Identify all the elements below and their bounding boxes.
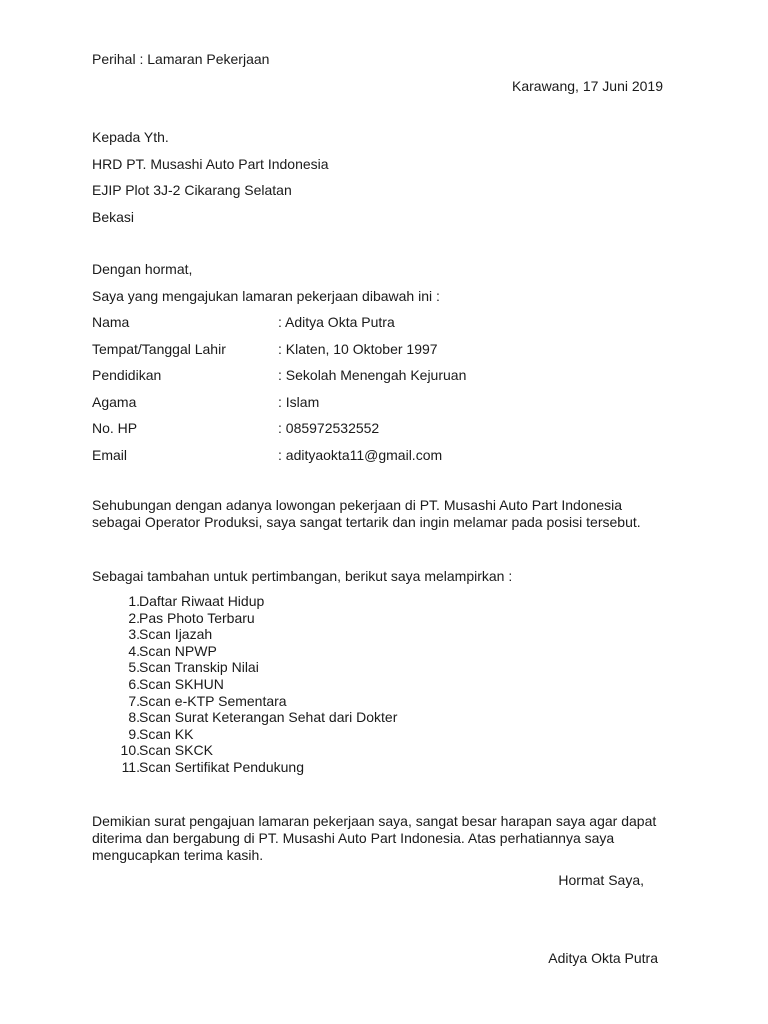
list-text: Scan Sertifikat Pendukung — [139, 758, 304, 775]
list-text: Scan KK — [139, 725, 194, 742]
detail-label: Pendidikan — [92, 367, 162, 383]
list-number: 4. — [128, 642, 140, 659]
applicant-details — [92, 314, 652, 473]
letter-subject: Perihal : Lamaran Pekerjaan — [92, 51, 270, 67]
detail-label: Agama — [92, 393, 137, 410]
list-number: 11. — [121, 758, 140, 775]
detail-row — [92, 394, 652, 421]
list-text: Scan NPWP — [139, 642, 217, 659]
recipient-line: HRD PT. Musashi Auto Part Indonesia — [92, 155, 329, 172]
detail-value: : Aditya Okta Putra — [278, 314, 395, 330]
paragraph-line: mengucapkan terima kasih. — [92, 847, 264, 863]
intro-line: Saya yang mengajukan lamaran pekerjaan dibawah ini : — [92, 288, 440, 304]
detail-label: Tempat/Tanggal Lahir — [92, 340, 226, 357]
list-number: 8. — [128, 709, 140, 726]
list-text: Scan e-KTP Sementara — [139, 692, 287, 709]
detail-label: Email — [92, 446, 128, 463]
detail-row — [92, 367, 652, 394]
detail-row — [92, 447, 652, 474]
list-number: 3. — [128, 626, 140, 643]
detail-value: : Klaten, 10 Oktober 1997 — [278, 340, 438, 357]
list-number: 1. — [128, 593, 140, 609]
detail-value: : 085972532552 — [278, 420, 380, 436]
signature-name: Aditya Okta Putra — [548, 950, 658, 966]
list-number: 7. — [128, 692, 140, 709]
list-number: 5. — [128, 659, 140, 676]
detail-label: No. HP — [92, 420, 138, 436]
list-text: Scan SKHUN — [139, 675, 224, 692]
paragraph-line: Sehubungan dengan adanya lowongan pekerjaan di PT. Musashi Auto Part Indonesia — [92, 497, 623, 513]
recipient-line: Kepada Yth. — [92, 129, 169, 145]
list-number: 9. — [128, 725, 140, 742]
attachments-intro: Sebagai tambahan untuk pertimbangan, berikut saya melampirkan : — [92, 568, 513, 584]
list-number: 2. — [128, 609, 140, 626]
closing-salutation: Hormat Saya, — [558, 872, 644, 888]
detail-value: : adityaokta11@gmail.com — [278, 446, 443, 463]
list-number: 10. — [120, 742, 140, 759]
paragraph-closing — [92, 813, 656, 864]
detail-value: : Islam — [278, 393, 320, 410]
recipient-line: EJIP Plot 3J-2 Cikarang Selatan — [92, 182, 292, 198]
list-text: Scan Surat Keterangan Sehat dari Dokter — [139, 709, 398, 726]
recipient-line: Bekasi — [92, 208, 135, 225]
place-date: Karawang, 17 Juni 2019 — [512, 78, 663, 94]
detail-row — [92, 341, 652, 368]
detail-row — [92, 420, 652, 447]
paragraph-line: diterima dan bergabung di PT. Musashi Auto Part Indonesia. Atas perhatiannya saya — [92, 830, 615, 846]
list-text: Scan SKCK — [139, 742, 213, 759]
list-text: Pas Photo Terbaru — [139, 609, 255, 626]
greeting: Dengan hormat, — [92, 261, 193, 277]
paragraph-vacancy — [92, 497, 641, 531]
list-text: Daftar Riwaat Hidup — [139, 593, 265, 609]
list-text: Scan Ijazah — [139, 626, 213, 643]
list-text: Scan Transkip Nilai — [139, 659, 259, 676]
list-number: 6. — [128, 675, 140, 692]
detail-value: : Sekolah Menengah Kejuruan — [278, 367, 467, 383]
paragraph-line: Demikian surat pengajuan lamaran pekerjaan saya, sangat besar harapan saya agar dapat — [92, 813, 657, 829]
recipient-block — [92, 129, 329, 235]
detail-row — [92, 314, 652, 341]
detail-label: Nama — [92, 314, 130, 330]
paragraph-line: sebagai Operator Produksi, saya sangat tertarik dan ingin melamar pada posisi tersebut. — [92, 514, 641, 530]
